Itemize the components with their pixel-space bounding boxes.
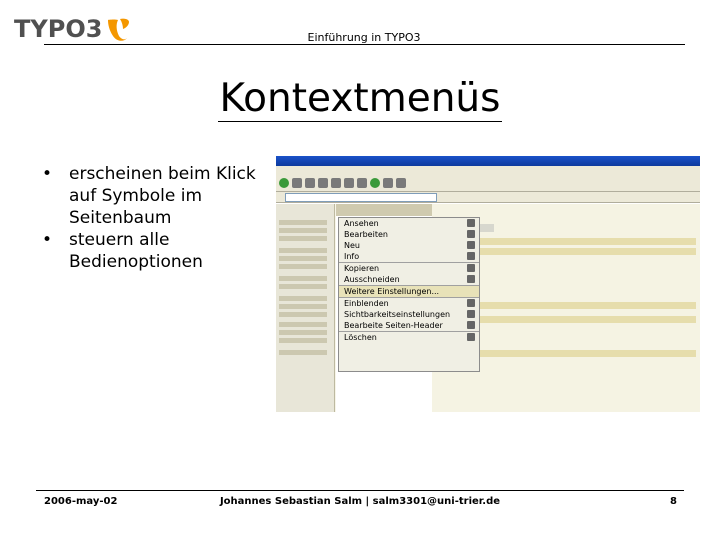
module-item — [279, 228, 327, 233]
content-bar — [476, 248, 696, 255]
footer-divider — [36, 490, 684, 491]
menu-item-label: Ansehen — [344, 219, 379, 228]
module-item — [279, 284, 327, 289]
page-number: 8 — [670, 496, 677, 507]
browser-titlebar — [276, 156, 700, 166]
menu-item-neu[interactable] — [339, 240, 479, 251]
slide-title — [0, 76, 720, 121]
menu-item-info[interactable] — [339, 251, 479, 263]
slide-title-text: Kontextmenüs — [219, 76, 501, 121]
menu-item-seiten-header[interactable] — [339, 320, 479, 332]
module-item — [279, 236, 327, 241]
copy-icon — [467, 264, 475, 272]
header-title: Einführung in TYPO3 — [307, 31, 421, 44]
module-item — [279, 350, 327, 355]
module-item — [279, 264, 327, 269]
content-bar — [476, 316, 696, 323]
favorites-icon — [357, 178, 367, 188]
edit-icon — [467, 230, 475, 238]
logo-text: TYPO3 — [14, 15, 103, 43]
content-bar — [476, 238, 696, 245]
browser-addressbar — [276, 192, 700, 203]
menu-item-label: Bearbeiten — [344, 230, 388, 239]
menu-item-label: Ausschneiden — [344, 275, 400, 284]
content-bar — [476, 350, 696, 357]
footer-date: 2006-may-02 — [44, 496, 118, 507]
menu-item-kopieren[interactable] — [339, 263, 479, 274]
browser-menubar — [276, 166, 700, 175]
module-menu — [276, 204, 335, 412]
print-icon — [396, 178, 406, 188]
menu-item-einblenden[interactable] — [339, 298, 479, 309]
info-icon — [467, 252, 475, 260]
unhide-icon — [467, 299, 475, 307]
menu-item-loeschen[interactable] — [339, 332, 479, 343]
menu-item-weitere-einstellungen[interactable] — [339, 286, 479, 298]
menu-item-sichtbarkeit[interactable] — [339, 309, 479, 320]
menu-item-label: Kopieren — [344, 264, 380, 273]
content-bar — [476, 302, 696, 309]
back-icon — [279, 178, 289, 188]
visibility-icon — [467, 310, 475, 318]
menu-item-label: Löschen — [344, 333, 377, 342]
search-icon — [344, 178, 354, 188]
menu-item-bearbeiten[interactable] — [339, 229, 479, 240]
footer-author: Johannes Sebastian Salm | salm3301@uni-trier.de — [219, 496, 501, 507]
forward-icon — [292, 178, 302, 188]
page-header-icon — [467, 321, 475, 329]
module-item — [279, 256, 327, 261]
module-item — [279, 296, 327, 301]
bullet-item — [42, 163, 272, 229]
menu-item-label: Sichtbarkeitseinstellungen — [344, 310, 451, 319]
module-item — [279, 322, 327, 327]
menu-item-ausschneiden[interactable] — [339, 274, 479, 286]
bullet-dot-icon: • — [42, 164, 53, 184]
menu-item-ansehen[interactable] — [339, 218, 479, 229]
new-icon — [467, 241, 475, 249]
context-menu — [338, 217, 480, 372]
module-item — [279, 276, 327, 281]
module-item — [279, 304, 327, 309]
bullet-list — [42, 163, 272, 273]
address-field — [285, 193, 437, 202]
module-item — [279, 338, 327, 343]
module-item — [279, 330, 327, 335]
browser-toolbar — [276, 175, 700, 192]
stop-icon — [305, 178, 315, 188]
menu-item-label: Einblenden — [344, 299, 389, 308]
media-icon — [370, 178, 380, 188]
menu-item-label: Bearbeite Seiten-Header — [344, 321, 443, 330]
bullet-text: erscheinen beim Klick auf Symbole im Seitenbaum — [69, 164, 256, 228]
mail-icon — [383, 178, 393, 188]
page-tree-header — [336, 204, 432, 216]
module-item — [279, 220, 327, 225]
module-item — [279, 312, 327, 317]
bullet-dot-icon: • — [42, 230, 53, 250]
menu-item-label: Neu — [344, 241, 360, 250]
delete-icon — [467, 333, 475, 341]
home-icon — [331, 178, 341, 188]
bullet-item — [42, 229, 272, 273]
typo3-screenshot — [276, 156, 700, 412]
menu-item-label: Weitere Einstellungen... — [344, 287, 440, 296]
refresh-icon — [318, 178, 328, 188]
menu-item-label: Info — [344, 252, 360, 261]
cut-icon — [467, 275, 475, 283]
header-divider — [44, 44, 685, 45]
view-icon — [467, 219, 475, 227]
module-item — [279, 248, 327, 253]
bullet-text: steuern alle Bedienoptionen — [69, 230, 203, 272]
